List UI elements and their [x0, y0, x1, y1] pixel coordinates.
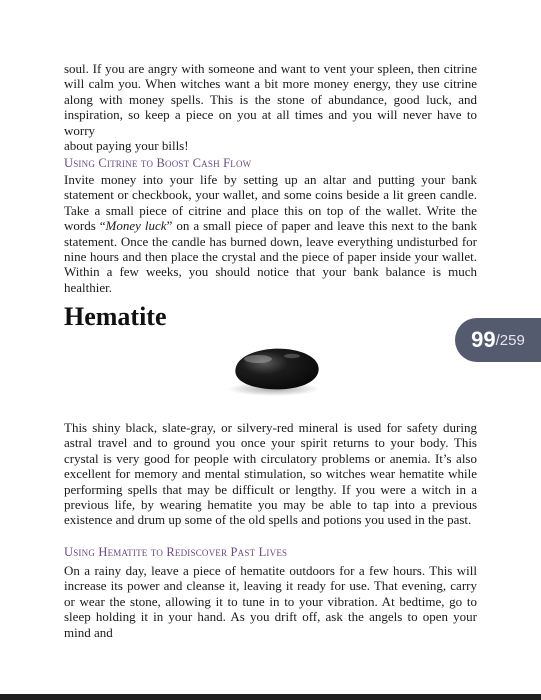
text-line: about paying your bills! — [64, 138, 189, 154]
text-run: Invite money into your life by setting up an altar and putting your bank statement or checkbook, your wallet, and some coins beside a lit green candle. Take a small piece of citrine and place this on top of the wallet. Write the words “ — [64, 172, 477, 234]
paragraph-hematite-intro: This shiny black, slate-gray, or silvery-red mineral is used for safety during astral travel and to ground you once your spirit returns to your body. This crystal is very good for people with circulatory problems or anemia. It’s also excellent for memory and mental stimulation, so witches wear hematite while performing spells that may be difficult or lengthy. If you were a witch in a previous life, by wearing hematite you may be able to tap into a previous existence and drum up some of the old spells and potions you used in the past. — [64, 420, 477, 528]
paragraph-hematite-spell: On a rainy day, leave a piece of hematite outdoors for a few hours. This will increase its power and cleanse it, leaving it ready for use. That evening, carry or wear the stone, allowing it to tune in to your vibration. At bedtime, go to sleep holding it in your hand. As you drift off, ask the angels to open your mind and — [64, 563, 477, 640]
paragraph-citrine-spell — [64, 172, 477, 295]
subheading-hematite: Using Hematite to Rediscover Past Lives — [64, 545, 288, 559]
text-line: along with money spells. This is the stone of abundance, good luck, and — [64, 91, 477, 107]
paragraph-citrine-intro — [64, 61, 477, 153]
page-number-badge — [455, 318, 541, 362]
text-run: ” on a small piece of paper and leave this next to the bank statement. Once the candle has burned down, leave everything undisturbed for nine hours and then place the crystal and the piece of paper inside your wallet. Within a few weeks, you should notice that your bank balance is much healthier. — [64, 218, 477, 295]
section-heading: Hematite — [64, 302, 167, 331]
bottom-edge-bar — [0, 694, 541, 700]
text-line: soul. If you are angry with someone and want to vent your spleen, then citrine — [64, 61, 477, 76]
text-line: inspiration, so keep a piece on you at all times and you will never have to worry — [64, 107, 477, 138]
hematite-stone-image — [222, 345, 326, 397]
hematite-stone-icon — [222, 345, 326, 397]
total-pages: /259 — [495, 331, 525, 349]
emphasis-text: Money luck — [105, 218, 167, 234]
subheading-citrine: Using Citrine to Boost Cash Flow — [64, 156, 252, 170]
text-line: will calm you. When witches want a bit more money energy, they use citrine — [64, 76, 477, 92]
current-page: 99 — [471, 327, 496, 352]
